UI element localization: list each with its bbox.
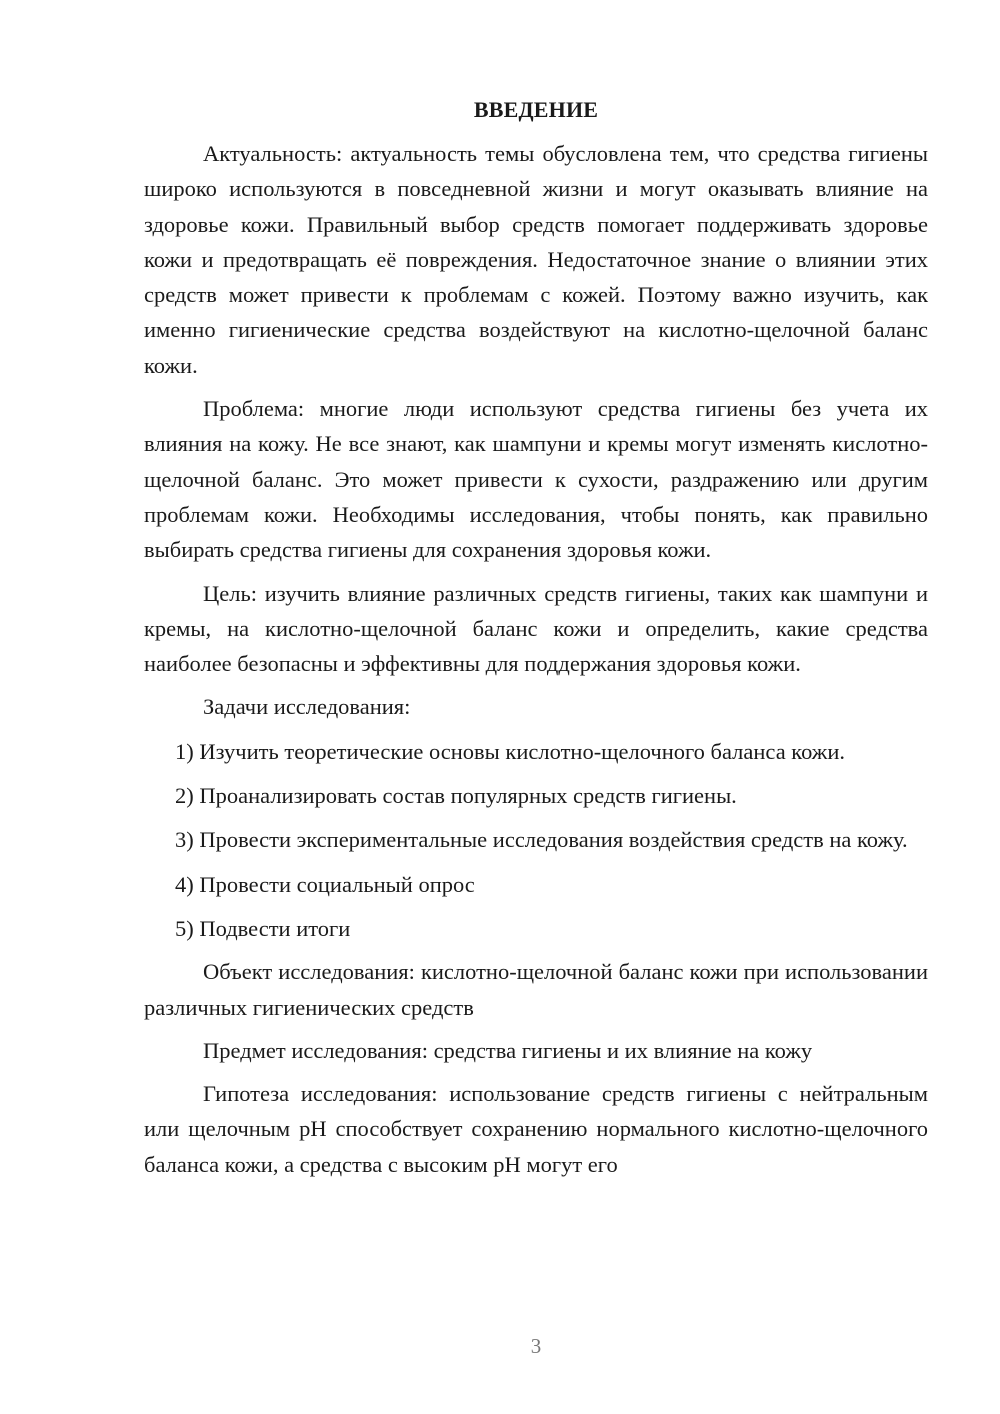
- task-item-4: 4) Провести социальный опрос: [175, 871, 475, 897]
- task-item-2: 2) Проанализировать состав популярных средств гигиены.: [175, 783, 737, 809]
- page-content: [144, 92, 928, 1182]
- page-heading: ВВЕДЕНИЕ: [473, 97, 599, 122]
- paragraph-relevance: Актуальность: актуальность темы обусловлена тем, что средства гигиены широко используются в повседневной жизни и могут оказывать влияние на здоровье кожи. Правильный выбор средств помогает поддерживать здоровье кожи и предотвращать её повреждения. Недостаточное знание о влиянии этих средств может привести к проблемам с кожей. Поэтому важно изучить, как именно гигиенические средства воздействуют на кислотно-щелочной баланс кожи.: [144, 141, 928, 378]
- paragraph-subject: Предмет исследования: средства гигиены и их влияние на кожу: [203, 1037, 813, 1063]
- task-item-1: 1) Изучить теоретические основы кислотно-щелочного баланса кожи.: [175, 738, 845, 764]
- paragraph-object: Объект исследования: кислотно-щелочной баланс кожи при использовании различных гигиенических средств: [144, 959, 928, 1020]
- paragraph-hypothesis: Гипотеза исследования: использование средств гигиены с нейтральным или щелочным pH способствует сохранению нормального кислотно-щелочного баланса кожи, а средства с высоким pH могут его: [144, 1081, 928, 1177]
- page-number: 3: [530, 1334, 542, 1358]
- task-item-5: 5) Подвести итоги: [175, 915, 351, 941]
- task-item-3: 3) Провести экспериментальные исследования воздействия средств на кожу.: [175, 827, 908, 853]
- paragraph-goal: Цель: изучить влияние различных средств гигиены, таких как шампуни и кремы, на кислотно-щелочной баланс кожи и определить, какие средства наиболее безопасны и эффективны для поддержания здоровья кожи.: [144, 580, 928, 677]
- paragraph-problem: Проблема: многие люди используют средства гигиены без учета их влияния на кожу. Не все знают, как шампуни и кремы могут изменять кислотно-щелочной баланс. Это может привести к сухости, раздражению или другим проблемам кожи. Необходимы исследования, чтобы понять, как правильно выбирать средства гигиены для сохранения здоровья кожи.: [144, 396, 928, 563]
- paragraph-tasks-title: Задачи исследования:: [203, 694, 411, 720]
